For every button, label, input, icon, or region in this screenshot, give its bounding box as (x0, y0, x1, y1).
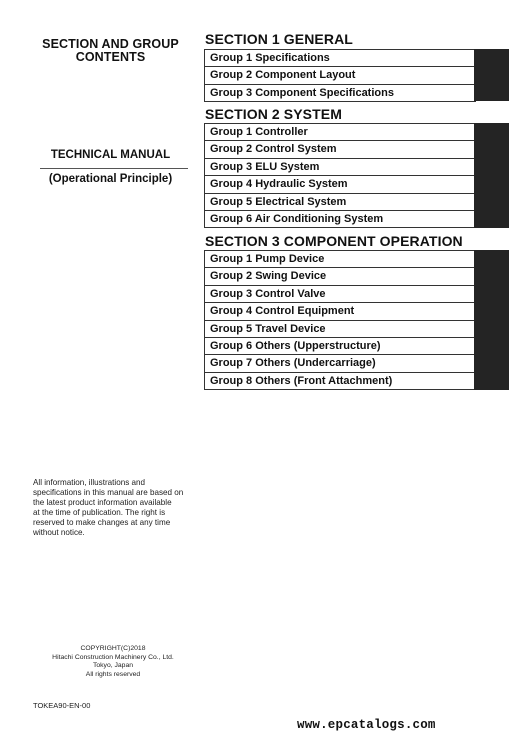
section-2-tab (474, 123, 509, 228)
copyright-block (33, 645, 193, 679)
section-2-group-2[interactable]: Group 2 Control System (205, 141, 475, 158)
section-3-group-1[interactable]: Group 1 Pump Device (205, 251, 475, 268)
disclaimer-line: the latest product information available (33, 498, 172, 508)
section-2-heading: SECTION 2 SYSTEM (205, 106, 342, 122)
section-1-group-list (204, 49, 476, 102)
section-2-group-1[interactable]: Group 1 Controller (205, 124, 475, 141)
section-2-group-list (204, 123, 476, 228)
disclaimer-line: reserved to make changes at any time (33, 518, 171, 528)
copyright-line: Hitachi Construction Machinery Co., Ltd. (52, 653, 174, 661)
manual-subtitle: (Operational Principle) (48, 173, 173, 185)
copyright-line: Tokyo, Japan (92, 662, 134, 670)
section-3-group-4[interactable]: Group 4 Control Equipment (205, 303, 475, 320)
disclaimer-text (33, 478, 193, 539)
section-3-group-7[interactable]: Group 7 Others (Undercarriage) (205, 355, 475, 372)
disclaimer-line: at the time of publication. The right is (33, 508, 166, 518)
disclaimer-line: All information, illustrations and (33, 478, 146, 487)
footer-url[interactable]: www.epcatalogs.com (297, 718, 436, 732)
manual-title-divider (40, 168, 188, 169)
section-2-group-4[interactable]: Group 4 Hydraulic System (205, 176, 475, 193)
section-3-group-6[interactable]: Group 6 Others (Upperstructure) (205, 338, 475, 355)
contents-title (28, 38, 193, 64)
section-2-group-6[interactable]: Group 6 Air Conditioning System (205, 211, 475, 228)
disclaimer-line: without notice. (33, 528, 85, 538)
contents-title-line2: CONTENTS (75, 50, 146, 64)
document-code: TOKEA90-EN-00 (33, 701, 91, 710)
copyright-line: All rights reserved (85, 670, 141, 678)
section-3-group-3[interactable]: Group 3 Control Valve (205, 286, 475, 303)
section-1-heading: SECTION 1 GENERAL (205, 31, 353, 47)
section-3-group-2[interactable]: Group 2 Swing Device (205, 268, 475, 285)
manual-title: TECHNICAL MANUAL (50, 149, 171, 161)
section-2-group-3[interactable]: Group 3 ELU System (205, 159, 475, 176)
section-3-tab (474, 250, 509, 390)
disclaimer-line: specifications in this manual are based on (33, 488, 184, 498)
section-1-group-3[interactable]: Group 3 Component Specifications (205, 85, 475, 102)
section-3-group-8[interactable]: Group 8 Others (Front Attachment) (205, 373, 475, 390)
copyright-line: COPYRIGHT(C)2018 (80, 645, 146, 652)
section-3-group-5[interactable]: Group 5 Travel Device (205, 321, 475, 338)
section-3-group-list (204, 250, 476, 390)
contents-title-line1: SECTION AND GROUP (42, 37, 179, 51)
section-2-group-5[interactable]: Group 5 Electrical System (205, 194, 475, 211)
section-3-heading: SECTION 3 COMPONENT OPERATION (205, 233, 463, 249)
section-1-group-1[interactable]: Group 1 Specifications (205, 50, 475, 67)
section-1-group-2[interactable]: Group 2 Component Layout (205, 67, 475, 84)
section-1-tab (474, 49, 509, 101)
